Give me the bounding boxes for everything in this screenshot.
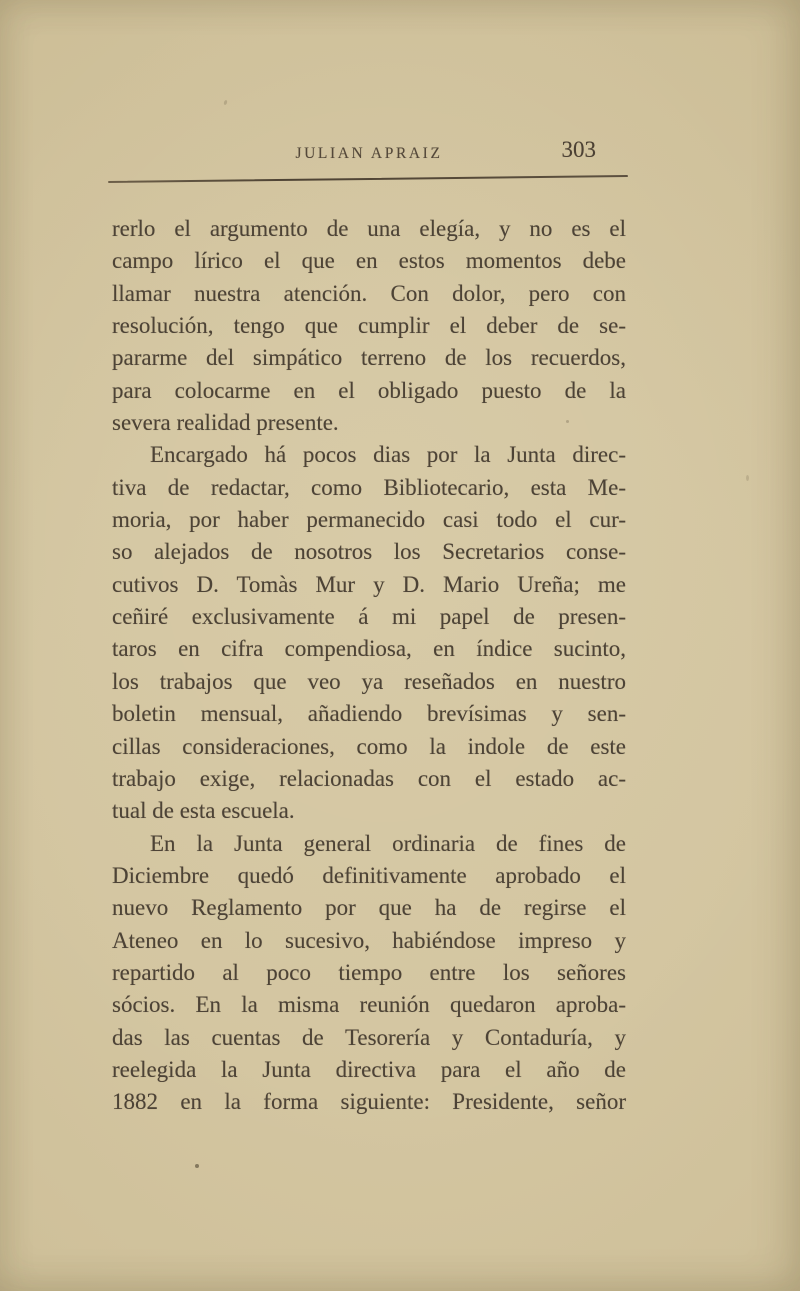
text-line: ceñiré exclusivamente á mi papel de presen- <box>112 604 626 630</box>
ink-speck <box>195 1164 199 1168</box>
text-line: pararme del simpático terreno de los recuerdos, <box>112 345 626 371</box>
text-line: severa realidad presente. <box>112 410 339 436</box>
text-line: Ateneo en lo sucesivo, habiéndose impreso y <box>112 927 626 953</box>
text-line: campo lírico el que en estos momentos debe <box>112 248 626 274</box>
text-line: taros en cifra compendiosa, en índice sucinto, <box>112 636 626 662</box>
ink-speck <box>223 100 227 106</box>
text-line: sócios. En la misma reunión quedaron aproba- <box>112 992 626 1018</box>
text-line: cutivos D. Tomàs Mur y D. Mario Ureña; me <box>112 571 626 597</box>
running-title: JULIAN APRAIZ <box>295 145 443 162</box>
header-divider-rule <box>108 175 628 183</box>
text-line: trabajo exige, relacionadas con el estado ac- <box>112 765 626 791</box>
text-line: resolución, tengo que cumplir el deber de se- <box>112 313 626 339</box>
text-line: das las cuentas de Tesorería y Contaduría, y <box>112 1024 626 1050</box>
text-line: moria, por haber permanecido casi todo el cur- <box>112 507 626 533</box>
text-line: 1882 en la forma siguiente: Presidente, señor <box>112 1089 626 1115</box>
text-line: nuevo Reglamento por que ha de regirse el <box>112 895 626 921</box>
text-line: Encargado há pocos dias por la Junta direc- <box>150 442 626 468</box>
text-line: repartido al poco tiempo entre los señores <box>112 959 626 985</box>
text-line: llamar nuestra atención. Con dolor, pero con <box>112 280 626 306</box>
text-line: tual de esta escuela. <box>112 798 295 824</box>
text-line: so alejados de nosotros los Secretarios conse- <box>112 539 626 565</box>
text-line: para colocarme en el obligado puesto de la <box>112 377 626 403</box>
ink-speck <box>746 475 749 481</box>
text-line: Diciembre quedó definitivamente aprobado el <box>112 862 626 888</box>
page-number: 303 <box>561 137 596 162</box>
text-line: rerlo el argumento de una elegía, y no es el <box>112 216 626 241</box>
text-line: boletin mensual, añadiendo brevísimas y sen- <box>112 701 626 727</box>
text-line: tiva de redactar, como Bibliotecario, esta Me- <box>112 474 626 500</box>
text-line: reelegida la Junta directiva para el año de <box>112 1056 626 1082</box>
page-header <box>112 137 626 168</box>
body-text-column <box>112 213 626 1119</box>
text-line: los trabajos que veo ya reseñados en nuestro <box>112 668 626 694</box>
text-line: cillas consideraciones, como la indole de este <box>112 733 626 759</box>
text-line: En la Junta general ordinaria de fines de <box>150 830 626 856</box>
